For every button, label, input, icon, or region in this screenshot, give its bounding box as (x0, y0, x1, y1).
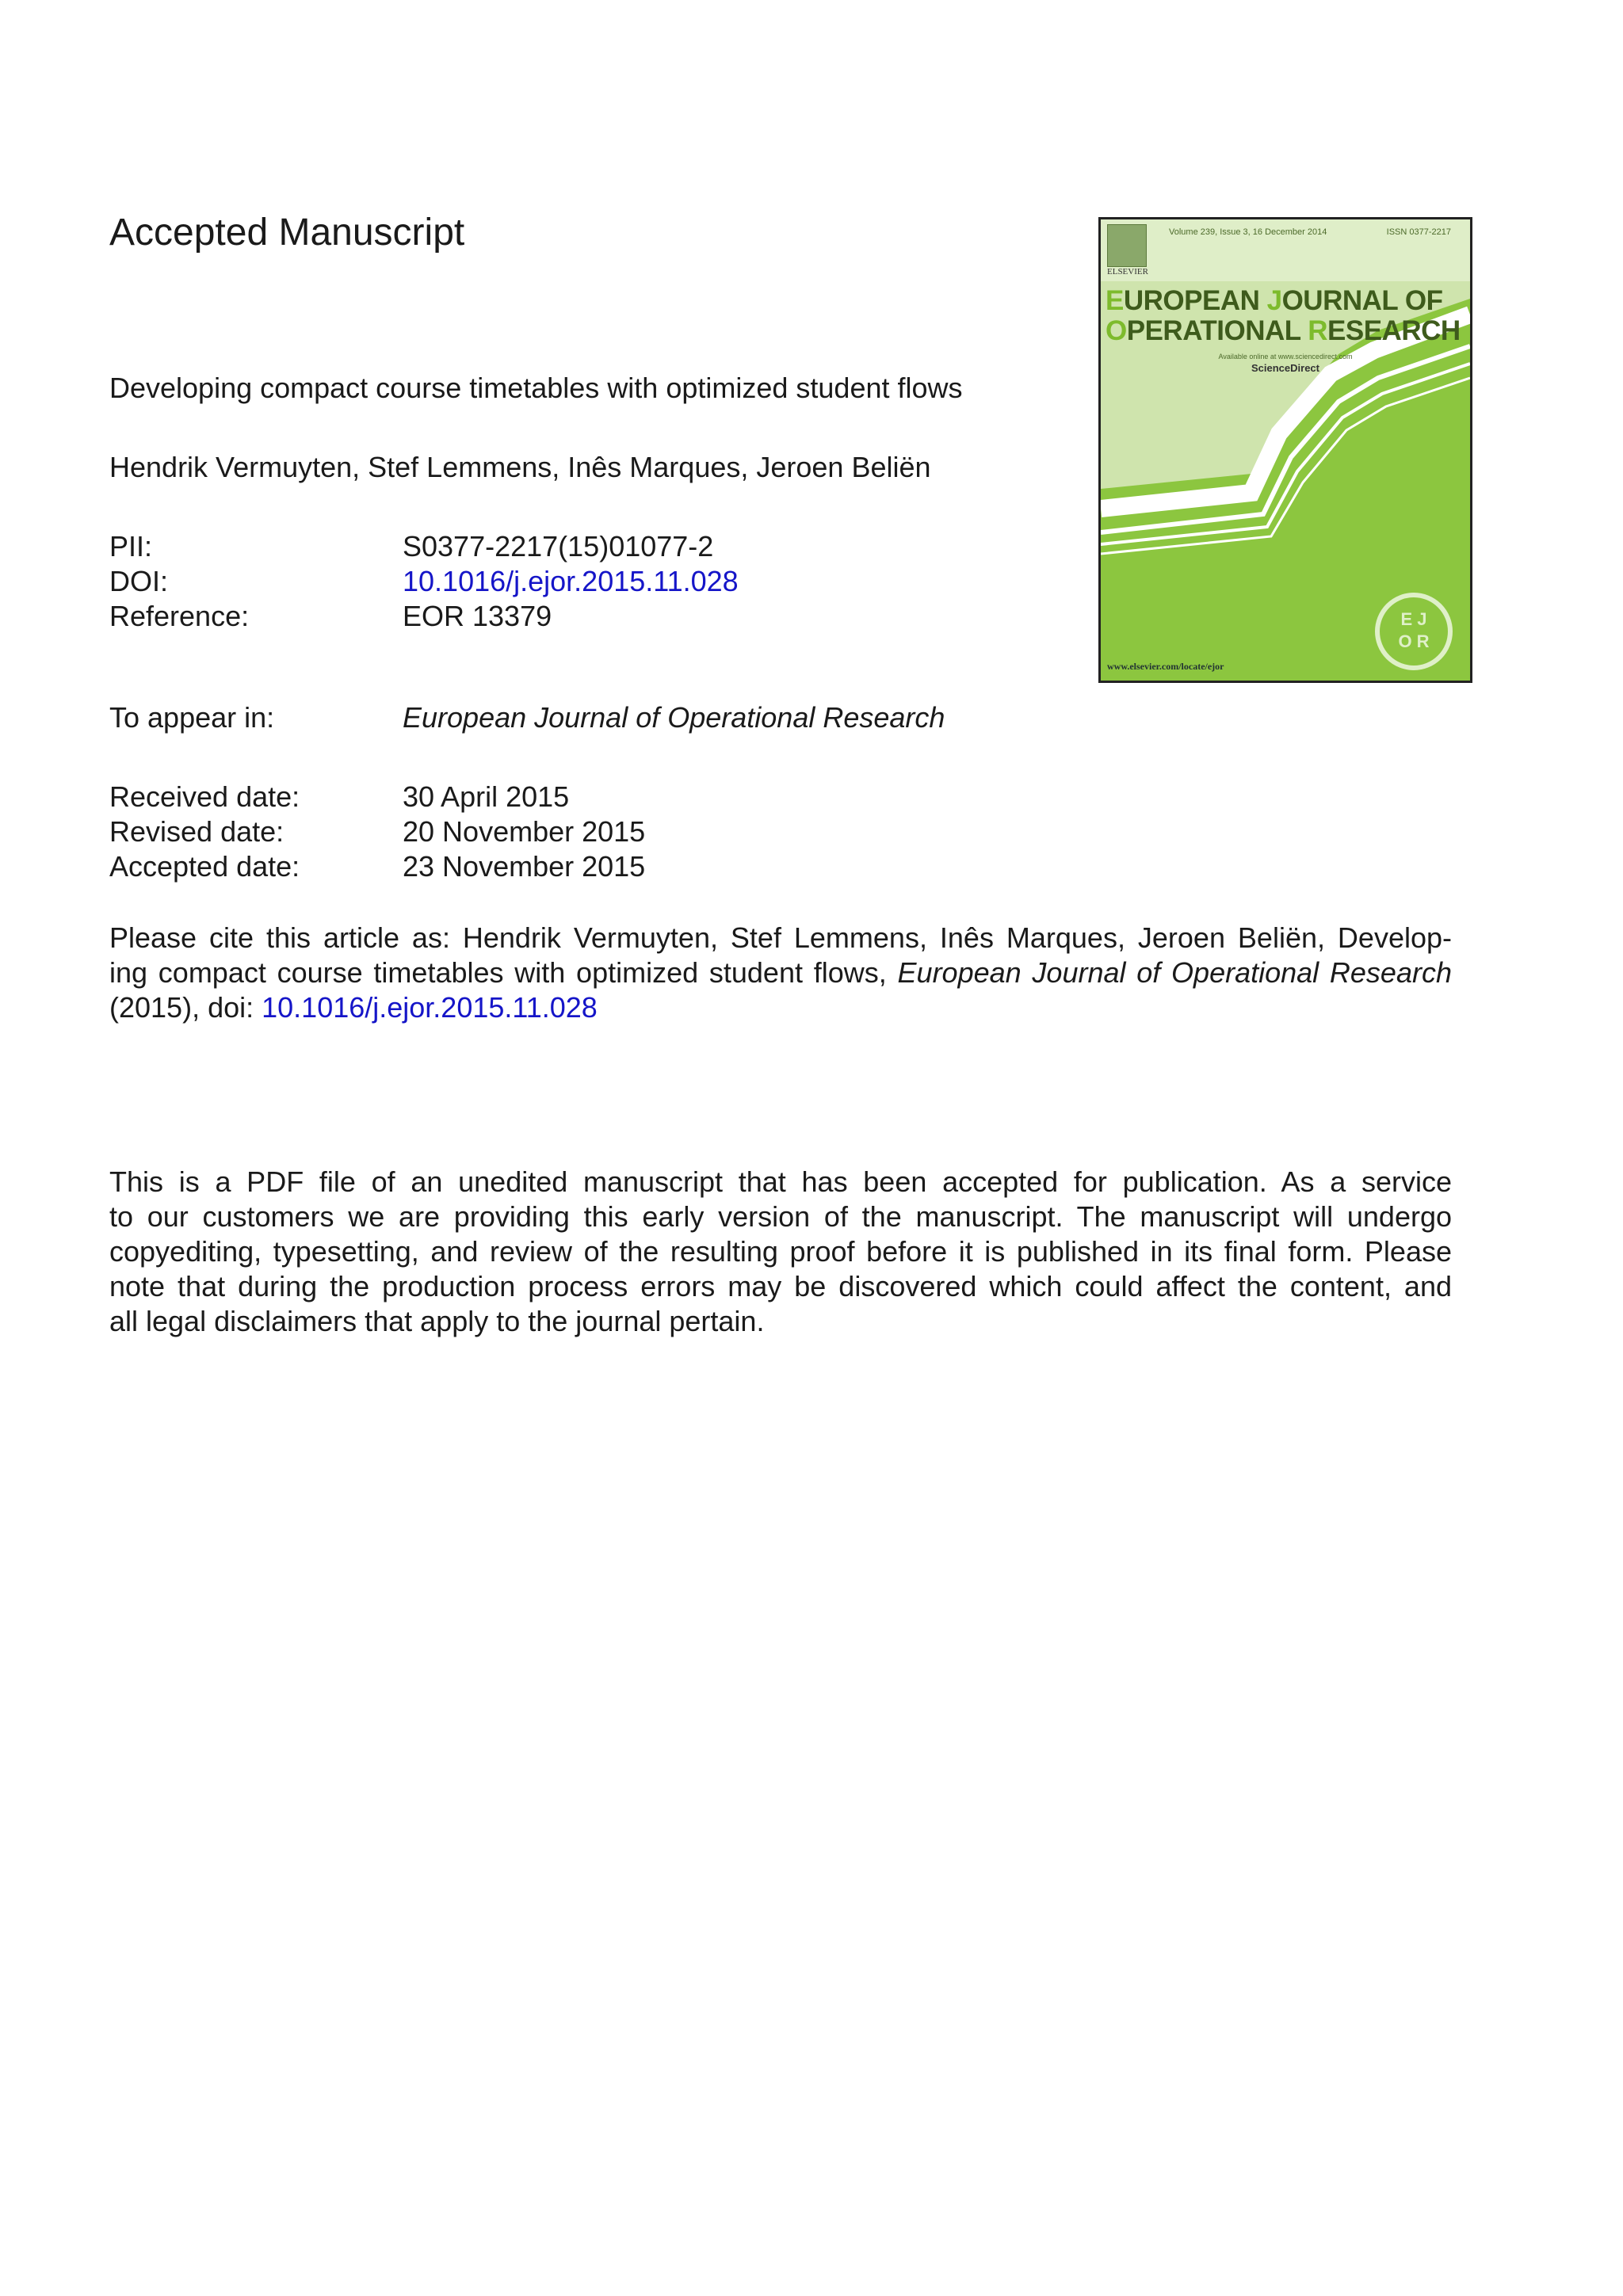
cover-url: www.elsevier.com/locate/ejor (1107, 661, 1224, 672)
received-value: 30 April 2015 (403, 780, 570, 813)
citation-block (109, 921, 1452, 1025)
accepted-value: 23 November 2015 (403, 850, 646, 883)
journal-name: European Journal of Operational Research (403, 701, 945, 734)
revised-label: Revised date: (109, 815, 285, 848)
notice-line: to our customers we are providing this early version of the manuscript. The manuscript will undergo (109, 1200, 1452, 1233)
cover-sciencedirect: ScienceDirect (1251, 362, 1319, 374)
notice-line: This is a PDF file of an unedited manuscript that has been accepted for publication. As a service (109, 1165, 1452, 1198)
revised-value: 20 November 2015 (403, 815, 646, 848)
notice-line: copyediting, typesetting, and review of the resulting proof before it is published in its final form. Please (109, 1235, 1452, 1268)
doi-label: DOI: (109, 565, 169, 597)
received-row (109, 780, 569, 814)
accepted-label: Accepted date: (109, 850, 300, 883)
appear-row (109, 700, 945, 735)
article-title: Developing compact course timetables with optimized student flows (109, 372, 963, 404)
article-authors: Hendrik Vermuyten, Stef Lemmens, Inês Marques, Jeroen Beliën (109, 451, 931, 483)
cover-volume: Volume 239, Issue 3, 16 December 2014 (1169, 227, 1327, 237)
reference-label: Reference: (109, 600, 250, 632)
cover-available-online: Available online at www.sciencedirect.com (1218, 353, 1353, 360)
citation-year-part: (2015), doi: (109, 991, 254, 1024)
manuscript-notice (109, 1165, 1452, 1339)
reference-value: EOR 13379 (403, 600, 552, 632)
citation-line-2 (109, 955, 1452, 990)
svg-text:O R: O R (1398, 631, 1430, 651)
doi-row (109, 564, 739, 599)
citation-line-1: Please cite this article as: Hendrik Vermuyten, Stef Lemmens, Inês Marques, Jeroen Beliën, Develop- (109, 921, 1452, 954)
notice-line: note that during the production process errors may be discovered which could affect the content, and (109, 1270, 1452, 1302)
accepted-row (109, 849, 645, 884)
pii-row (109, 529, 713, 564)
pii-value: S0377-2217(15)01077-2 (403, 530, 714, 563)
journal-cover-image (1098, 217, 1472, 683)
citation-journal: European Journal of Operational Research (897, 956, 1452, 989)
appear-label: To appear in: (109, 701, 275, 734)
citation-doi-link[interactable]: 10.1016/j.ejor.2015.11.028 (262, 991, 598, 1024)
pii-label: PII: (109, 530, 153, 563)
svg-text:E J: E J (1400, 609, 1427, 629)
elsevier-tree-icon (1107, 224, 1147, 267)
citation-line-3 (109, 990, 1452, 1025)
revised-row (109, 814, 645, 849)
received-label: Received date: (109, 780, 300, 813)
doi-link[interactable]: 10.1016/j.ejor.2015.11.028 (403, 565, 739, 597)
reference-row (109, 599, 552, 634)
cover-issn: ISSN 0377-2217 (1386, 227, 1451, 237)
cover-journal-title: EUROPEAN JOURNAL OF OPERATIONAL RESEARCH (1106, 285, 1461, 346)
notice-line: all legal disclaimers that apply to the journal pertain. (109, 1305, 765, 1337)
page-heading: Accepted Manuscript (109, 212, 465, 254)
citation-title-part: ing compact course timetables with optimized student flows, (109, 956, 887, 989)
cover-publisher: ELSEVIER (1107, 267, 1148, 277)
